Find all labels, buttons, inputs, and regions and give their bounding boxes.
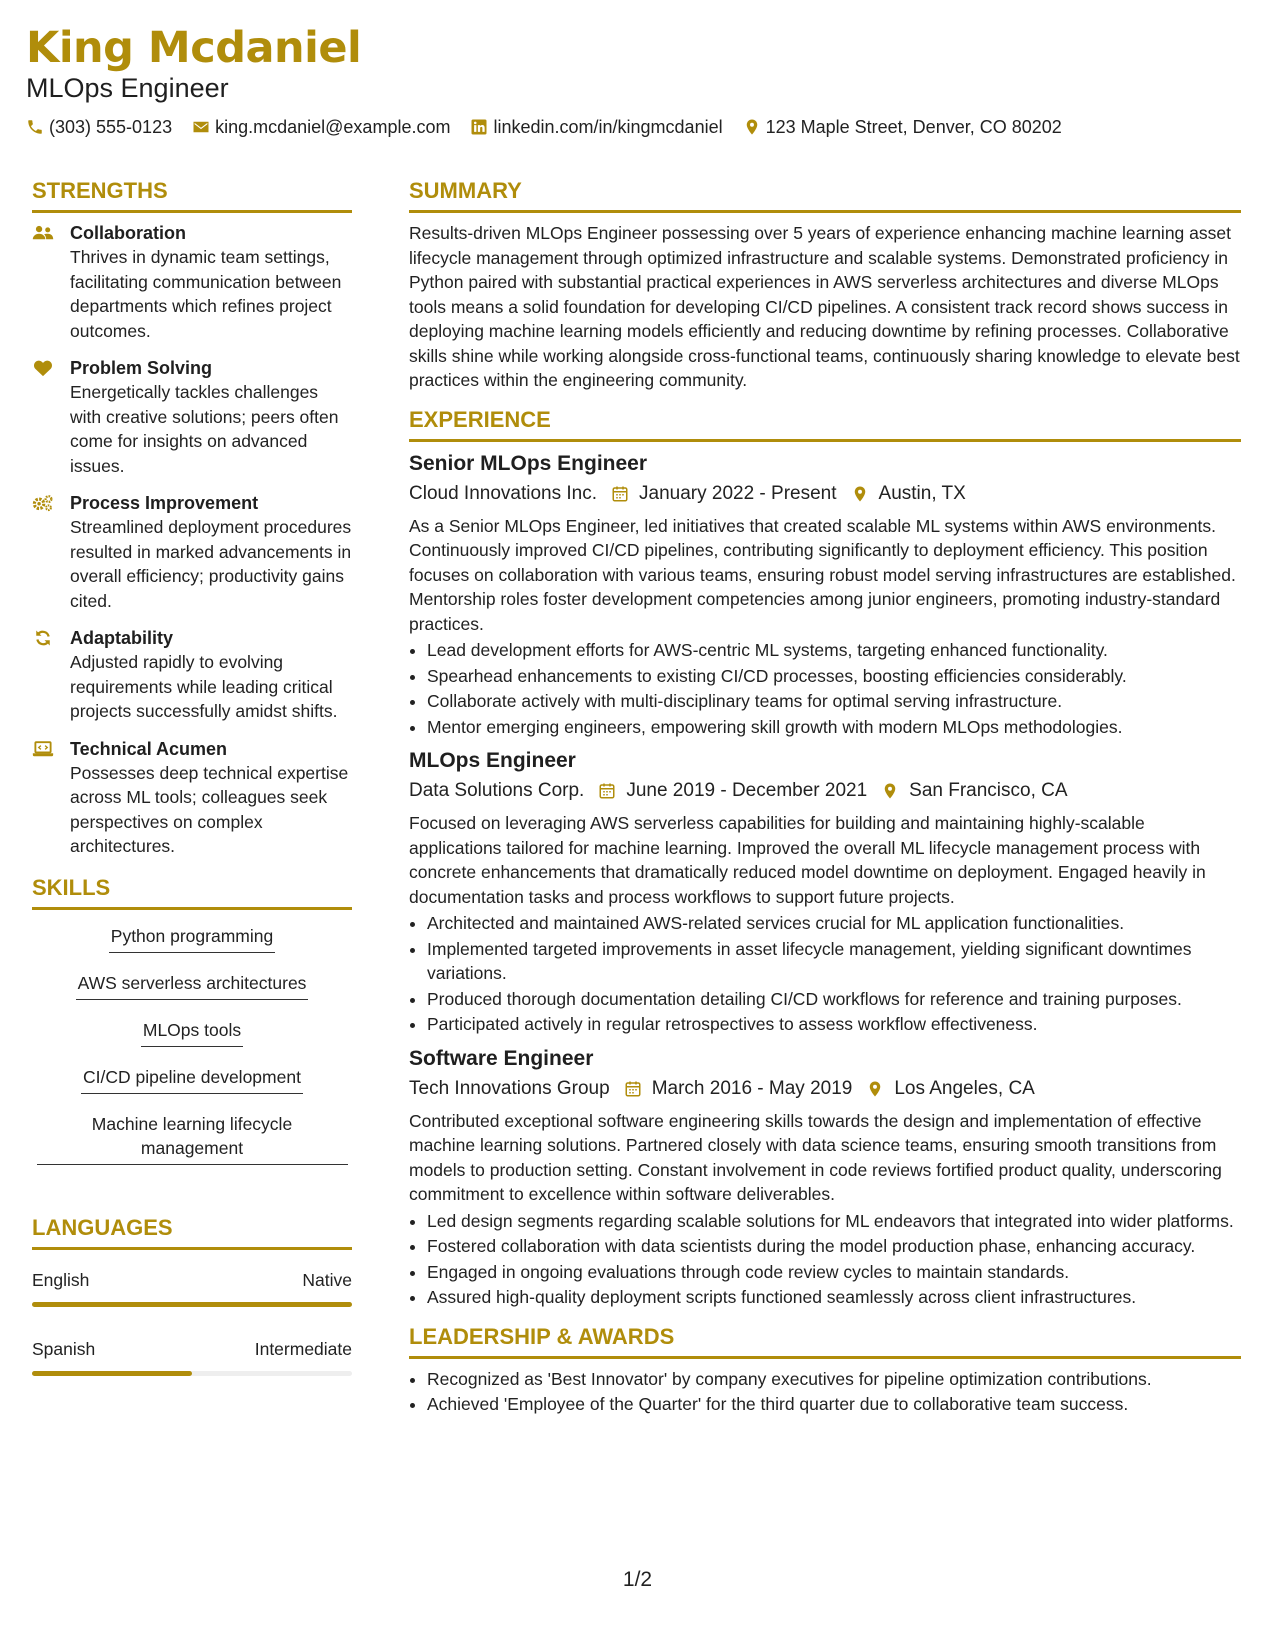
job-bullet: • Lead development efforts for AWS-centric ML systems, targeting enhanced functionality.	[427, 638, 1241, 663]
job-dates: January 2022 - Present	[639, 482, 837, 504]
strength-item	[32, 221, 352, 343]
job-bullet: • Produced thorough documentation detailing CI/CD workflows for reference and training purposes.	[427, 987, 1241, 1012]
right-column	[409, 178, 1241, 1418]
linkedin-text: linkedin.com/in/kingmcdaniel	[493, 117, 723, 137]
job-company: Tech Innovations Group	[409, 1077, 610, 1099]
job-entry	[409, 747, 1241, 1037]
job-bullet: • Collaborate actively with multi-disciplinary teams for optimal serving infrastructure.	[427, 689, 1241, 714]
email-text: king.mcdaniel@example.com	[215, 117, 451, 137]
awards-list	[409, 1367, 1241, 1417]
language-name: Spanish	[32, 1338, 96, 1359]
map-marker-icon	[866, 1080, 884, 1098]
candidate-name: King Mcdaniel	[26, 23, 362, 73]
strength-desc: Energetically tackles challenges with creative solutions; peers often come for insights on advanced issues.	[70, 382, 339, 476]
summary-heading: SUMMARY	[409, 178, 1241, 213]
job-bullet: • Mentor emerging engineers, empowering skill growth with modern MLOps methodologies.	[427, 715, 1241, 740]
job-bullet: • Spearhead enhancements to existing CI/CD processes, boosting efficiencies considerably.	[427, 664, 1241, 689]
job-bullet: • Fostered collaboration with data scientists during the model production phase, enhancing accuracy.	[427, 1234, 1241, 1259]
address-text: 123 Maple Street, Denver, CO 80202	[765, 117, 1062, 137]
laptop-code-icon	[32, 740, 54, 758]
language-level: Native	[302, 1269, 352, 1290]
phone-icon	[26, 118, 44, 136]
language-name: English	[32, 1269, 90, 1290]
candidate-role: MLOps Engineer	[26, 73, 229, 103]
job-meta	[409, 1075, 1241, 1103]
job-bullets	[409, 638, 1241, 739]
languages-list	[32, 1268, 352, 1376]
language-level: Intermediate	[254, 1338, 352, 1359]
skill-item: AWS serverless architectures	[76, 971, 309, 1000]
contact-address	[743, 116, 1062, 138]
strength-desc: Possesses deep technical expertise across ML tools; colleagues seek perspectives on complex architectures.	[70, 762, 349, 856]
job-meta	[409, 777, 1241, 805]
job-bullet: • Led design segments regarding scalable solutions for ML endeavors that integrated into wider platforms.	[427, 1209, 1241, 1234]
contact-linkedin[interactable]	[470, 116, 722, 138]
strengths-list	[32, 221, 352, 859]
job-location: Austin, TX	[878, 482, 966, 504]
job-bullets	[409, 911, 1241, 1037]
job-company: Cloud Innovations Inc.	[409, 482, 598, 504]
job-title: Senior MLOps Engineer	[409, 451, 648, 475]
phone-text: (303) 555-0123	[49, 117, 173, 137]
linkedin-icon	[470, 118, 488, 136]
job-dates: March 2016 - May 2019	[651, 1077, 853, 1099]
skills-heading: SKILLS	[32, 875, 352, 910]
contact-bar	[26, 116, 1246, 138]
strength-desc: Thrives in dynamic team settings, facilitating communication between departments which refines project outcomes.	[70, 247, 342, 341]
users-icon	[32, 224, 54, 242]
skill-item: Python programming	[109, 924, 275, 953]
skill-item: MLOps tools	[141, 1018, 243, 1047]
strength-title: Problem Solving	[70, 358, 213, 378]
job-description: Contributed exceptional software engineering skills towards the design and implementation of effective machine learning solutions. Partnered closely with data science teams, ensuring smooth transitions from models to production setting. Constant involvement in code reviews fortified product quality, underscoring commitment to excellence within software deliverables.	[409, 1110, 1222, 1204]
resume-header	[26, 22, 1246, 138]
strength-item	[32, 491, 352, 613]
envelope-icon	[192, 118, 210, 136]
strength-desc: Streamlined deployment procedures resulted in marked advancements in overall efficiency; productivity gains cited.	[70, 517, 352, 611]
job-meta	[409, 480, 1241, 508]
job-bullet: • Engaged in ongoing evaluations through code review cycles to maintain standards.	[427, 1260, 1241, 1285]
language-item	[32, 1268, 352, 1307]
awards-heading: LEADERSHIP & AWARDS	[409, 1324, 1241, 1359]
strength-title: Process Improvement	[70, 493, 259, 513]
award-item: • Achieved 'Employee of the Quarter' for the third quarter due to collaborative team success.	[427, 1392, 1241, 1417]
calendar-icon	[598, 782, 616, 800]
strength-title: Technical Acumen	[70, 738, 228, 759]
skills-list	[32, 924, 352, 1183]
job-dates: June 2019 - December 2021	[626, 780, 868, 801]
strength-item	[32, 737, 352, 859]
strength-desc: Adjusted rapidly to evolving requirements while leading critical projects successfully amidst shifts.	[70, 652, 338, 721]
job-description: As a Senior MLOps Engineer, led initiatives that created scalable ML systems within AWS environments. Continuously improved CI/CD pipelines, contributing significantly to deployment efficiency. This position focuses on collaboration with various teams, ensuring robust model serving infrastructures are established. Mentorship roles foster development competencies among junior engineers, promoting industry-standard practices.	[409, 515, 1236, 634]
skill-item: Machine learning lifecycle management	[37, 1112, 348, 1165]
map-marker-icon	[743, 118, 761, 136]
strength-title: Collaboration	[70, 223, 186, 243]
language-item	[32, 1337, 352, 1376]
award-item: • Recognized as 'Best Innovator' by company executives for pipeline optimization contributions.	[427, 1367, 1241, 1392]
job-location: San Francisco, CA	[909, 780, 1068, 801]
language-proficiency-fill	[32, 1371, 192, 1376]
summary-text: Results-driven MLOps Engineer possessing over 5 years of experience enhancing machine learning asset lifecycle management through optimized infrastructure and scalable systems. Demonstrated proficiency in Python paired with substantial practical experiences in AWS serverless architectures and diverse MLOps tools means a solid foundation for developing CI/CD pipelines. A consistent track record shows success in deploying machine learning models efficiently and reducing downtime by refining processes. Collaborative skills shine while working alongside cross-functional teams, continuously sharing knowledge to elevate best practices within the engineering community.	[409, 223, 1240, 390]
job-title: MLOps Engineer	[409, 749, 576, 772]
map-marker-icon	[881, 782, 899, 800]
refresh-icon	[32, 629, 54, 647]
contact-phone[interactable]	[26, 116, 172, 138]
gears-icon	[32, 494, 54, 512]
job-bullets	[409, 1209, 1241, 1310]
job-bullet: • Assured high-quality deployment scripts functioned seamlessly across client infrastructures.	[427, 1285, 1241, 1310]
calendar-icon	[611, 485, 629, 503]
map-marker-icon	[851, 485, 869, 503]
job-company: Data Solutions Corp.	[409, 780, 585, 801]
job-entry	[409, 1045, 1241, 1310]
job-bullet: • Participated actively in regular retrospectives to assess workflow effectiveness.	[427, 1012, 1241, 1037]
languages-heading: LANGUAGES	[32, 1215, 352, 1250]
calendar-icon	[624, 1080, 642, 1098]
language-proficiency-bar	[32, 1371, 352, 1376]
left-column	[32, 178, 352, 1376]
job-bullet: • Implemented targeted improvements in asset lifecycle management, yielding significant downtimes variations.	[427, 937, 1241, 986]
strength-item	[32, 626, 352, 724]
job-bullet: • Architected and maintained AWS-related services crucial for ML application functionalities.	[427, 911, 1241, 936]
language-proficiency-fill	[32, 1302, 352, 1307]
page-number: 1/2	[622, 1568, 653, 1591]
strength-title: Adaptability	[70, 628, 174, 648]
job-location: Los Angeles, CA	[894, 1077, 1035, 1099]
contact-email[interactable]	[192, 116, 450, 138]
strength-item	[32, 356, 352, 478]
heart-icon	[32, 359, 54, 377]
job-title: Software Engineer	[409, 1046, 594, 1070]
language-proficiency-bar	[32, 1302, 352, 1307]
skill-item: CI/CD pipeline development	[81, 1065, 303, 1094]
experience-heading: EXPERIENCE	[409, 407, 1241, 442]
job-description: Focused on leveraging AWS serverless capabilities for building and maintaining highly-scalable applications tailored for machine learning. Improved the overall ML lifecycle management process with concrete enhancements that dramatically reduced model downtime on deployment. Engaged heavily in documentation tasks and process workflows to support future projects.	[409, 813, 1206, 907]
job-entry	[409, 450, 1241, 740]
strengths-heading: STRENGTHS	[32, 178, 352, 213]
